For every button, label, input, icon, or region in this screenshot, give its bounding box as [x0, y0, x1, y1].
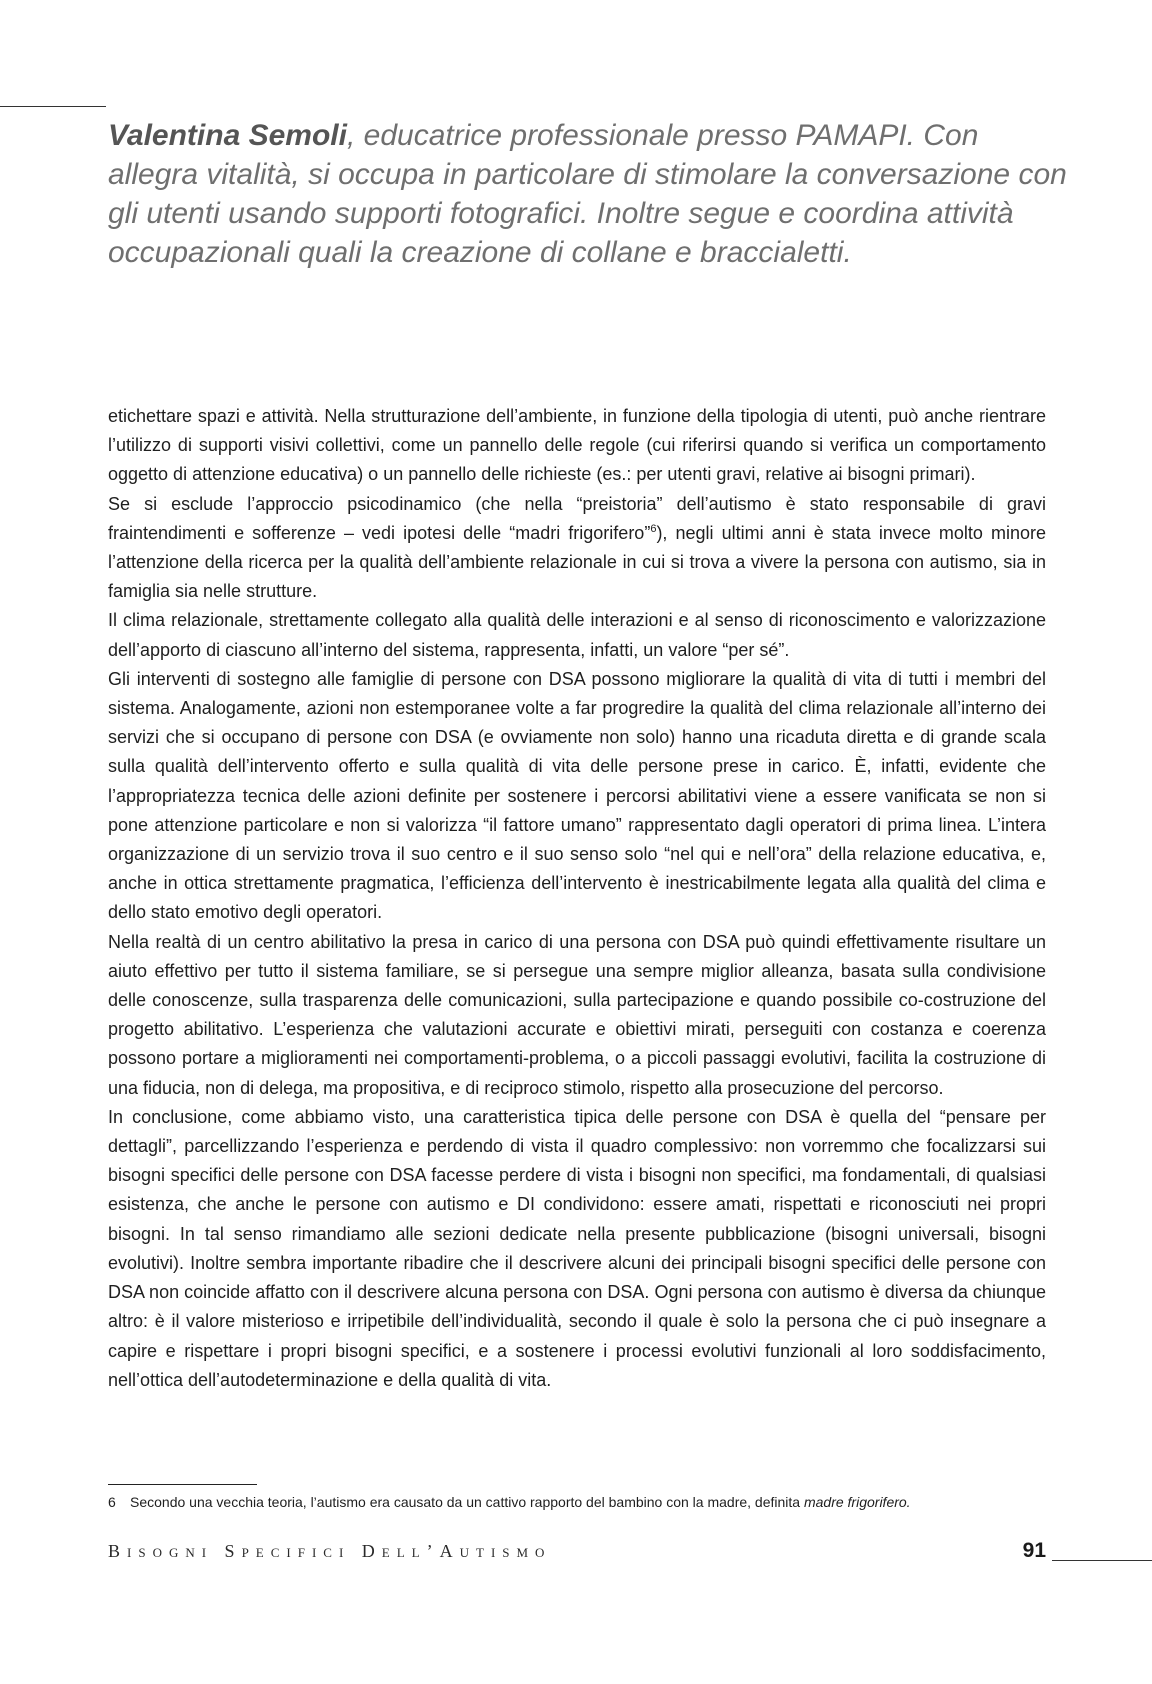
author-bio-text: , educatrice professionale presso PAMAPI. Con allegra vitalità, si occupa in particolare di stimolare la conversazione con gli utenti usando supporti fotografici. Inoltre segue e coordina attività occupazionali quali la creazione di collane e braccialetti.	[108, 119, 1067, 269]
paragraph-3: Il clima relazionale, strettamente collegato alla qualità delle interazioni e al senso di riconoscimento e valorizzazione dell’apporto di ciascuno all’interno del sistema, rappresenta, infatti, un valore “per sé”.	[108, 610, 1046, 660]
footnote-text: Secondo una vecchia teoria, l’autismo era causato da un cattivo rapporto del bambino con la madre, definita	[130, 1494, 804, 1510]
author-bio	[108, 116, 1068, 272]
page-number: 91	[1022, 1539, 1046, 1562]
paragraph-1: etichettare spazi e attività. Nella strutturazione dell’ambiente, in funzione della tipologia di utenti, può anche rientrare l’utilizzo di supporti visivi collettivi, come un pannello delle regole (cui riferirsi quando si verifica un comportamento oggetto di attenzione educativa) o un pannello delle richieste (es.: per utenti gravi, relative ai bisogni primari).	[108, 406, 1046, 485]
top-rule	[0, 106, 106, 107]
paragraph-2-part-b: ), negli ultimi anni è stata invece molto minore l’attenzione della ricerca per la qualità dell’ambiente relazionale in cui si trova a vivere la persona con autismo, sia in famiglia sia nelle strutture.	[108, 522, 1046, 602]
paragraph-6: In conclusione, come abbiamo visto, una caratteristica tipica delle persone con DSA è quella del “pensare per dettagli”, parcellizzando l’esperienza e perdendo di vista il quadro complessivo: non vorremmo che focalizzarsi sui bisogni specifici delle persone con DSA facesse perdere di vista i bisogni non specifici, ma fondamentali, di qualsiasi esistenza, che anche le persone con autismo e DI condividono: essere amati, rispettati e riconosciuti nei propri bisogni. In tal senso rimandiamo alle sezioni dedicate nella presente pubblicazione (bisogni universali, bisogni evolutivi). Inoltre sembra importante ribadire che il descrivere alcuni dei principali bisogni specifici delle persone con DSA non coincide affatto con il descrivere alcuna persona con DSA. Ogni persona con autismo è diversa da chiunque altro: è il valore misterioso e irripetibile dell’individualità, secondo il quale è solo la persona che ci può insegnare a capire e rispettare i propri bisogni specifici, e a sostenere i processi evolutivi funzionali al loro soddisfacimento, nell’ottica dell’autodeterminazione e della qualità di vita.	[108, 1106, 1046, 1390]
paragraph-4: Gli interventi di sostegno alle famiglie di persone con DSA possono migliorare la qualità di vita di tutti i membri del sistema. Analogamente, azioni non estemporanee volte a far progredire la qualità del clima relazionale all’interno dei servizi che si occupano di persone con DSA (e ovviamente non solo) hanno una ricaduta diretta e di grande scala sulla qualità dell’intervento offerto e sulla qualità di vita delle persone prese in carico. È, infatti, evidente che l’appropriatezza tecnica delle azioni definite per sostenere i percorsi abilitativi viene a essere vanificata se non si pone attenzione particolare e non si valorizza “il fattore umano” rappresentato dagli operatori di prima linea. L’intera organizzazione di un servizio trova il suo centro e il suo senso solo “nel qui e nell’ora” della relazione educativa, e, anche in ottica strettamente pragmatica, l’efficienza dell’intervento è inestricabilmente legata alla qualità del clima e dello stato emotivo degli operatori.	[108, 668, 1046, 923]
author-name: Valentina Semoli	[108, 119, 347, 152]
paragraph-5: Nella realtà di un centro abilitativo la presa in carico di una persona con DSA può quindi effettivamente risultare un aiuto effettivo per tutto il sistema familiare, se si persegue una sempre miglior alleanza, basata sulla condivisione delle conoscenze, sulla trasparenza delle comunicazioni, sulla partecipazione e quando possibile co-costruzione del progetto abilitativo. L’esperienza che valutazioni accurate e obiettivi mirati, perseguiti con costanza e coerenza possono portare a miglioramenti nei comportamenti-problema, o a piccoli passaggi evolutivi, facilita la costruzione di una fiducia, non di delega, ma propositiva, e di reciproco stimolo, rispetto alla prosecuzione del percorso.	[108, 931, 1046, 1098]
footnote-reference: 6	[650, 522, 657, 535]
footnote	[108, 1492, 1068, 1512]
paragraph-2-part-a: Se si esclude l’approccio psicodinamico (che nella “preistoria” dell’autismo è stato responsabile di gravi fraintendimenti e sofferenze – vedi ipotesi delle “madri frigorifero”	[108, 493, 1046, 543]
paragraph-2	[108, 490, 1046, 607]
bottom-rule	[1052, 1560, 1152, 1561]
running-head: Bisogni Specifici Dell’Autismo	[108, 1541, 552, 1561]
body-text	[108, 402, 1046, 1395]
footnote-number: 6	[108, 1494, 116, 1510]
footnote-emphasis: madre frigorifero.	[803, 1494, 911, 1510]
footnote-rule	[108, 1484, 257, 1485]
